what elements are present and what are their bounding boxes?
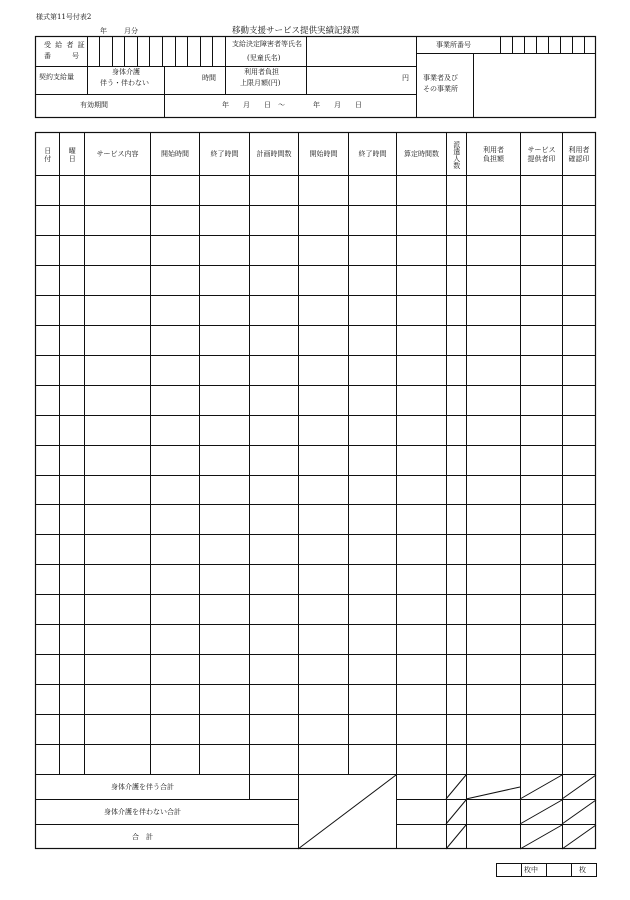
yen-label: 円: [402, 74, 409, 82]
sheet-unit-label: 枚: [579, 866, 586, 874]
total-with-care-label: 身体介護を伴う合計: [111, 783, 174, 792]
sheet-of-label: 枚中: [524, 866, 538, 874]
recipient-no-label: 受 給 者 証: [44, 41, 86, 49]
valid-period-text: 年 月 日 〜 年 月 日: [222, 101, 362, 109]
header-actual-end: 終了時間: [358, 150, 387, 159]
header-user-seal: [563, 134, 595, 175]
header-plan-hours: 計画時間数: [256, 150, 292, 159]
header-user-seal-line1: 利用者: [568, 146, 590, 155]
header-plan-start: 開始時間: [161, 150, 189, 159]
grand-total-label: 合 計: [132, 833, 153, 842]
provider-label-2: その事業所: [423, 85, 458, 93]
burden-limit-label: 利用者負担: [244, 68, 279, 76]
form-title: 移動支援サービス提供実績記録票: [232, 26, 360, 36]
office-no-label: 事業所番号: [436, 41, 471, 49]
header-weekday: 曜日: [68, 146, 77, 163]
contract-amount-label: 契約支給量: [39, 73, 74, 81]
header-user-seal-line2: 確認印: [568, 154, 590, 163]
header-actual-start: 開始時間: [309, 150, 338, 159]
year-label: 年: [100, 27, 107, 35]
provider-label: 事業者及び: [423, 74, 458, 82]
header-provider-seal-line2: 提供者印: [527, 154, 556, 163]
total-without-care-label: 身体介護を伴わない合計: [104, 808, 181, 817]
header-service: サービス内容: [96, 150, 139, 159]
payer-name-label: 支給決定障害者等氏名: [232, 40, 302, 48]
month-label: 月分: [124, 27, 138, 35]
header-provider-seal-line1: サービス: [527, 146, 556, 155]
header-burden-line1: 利用者: [483, 146, 504, 155]
header-calc-hours: 算定時間数: [404, 150, 439, 159]
child-name-label: (児童氏名): [247, 54, 281, 62]
header-provider-seal: [521, 134, 562, 175]
care-type-options: 伴う・伴わない: [100, 79, 149, 87]
form-id: 様式第11号付表2: [36, 13, 92, 21]
header-burden-line2: 負担額: [483, 154, 504, 163]
recipient-no-label-2: 番 号: [44, 52, 79, 60]
care-type-label: 身体介護: [112, 68, 140, 76]
valid-period-label: 有効期間: [80, 101, 108, 109]
header-dispatch: 派遣人数: [452, 140, 461, 169]
header-burden: [467, 134, 520, 175]
hours-label: 時間: [202, 74, 216, 82]
header-plan-end: 終了時間: [210, 150, 239, 159]
header-day: 日付: [43, 146, 52, 163]
burden-limit-label-2: 上限月額(円): [240, 79, 281, 87]
